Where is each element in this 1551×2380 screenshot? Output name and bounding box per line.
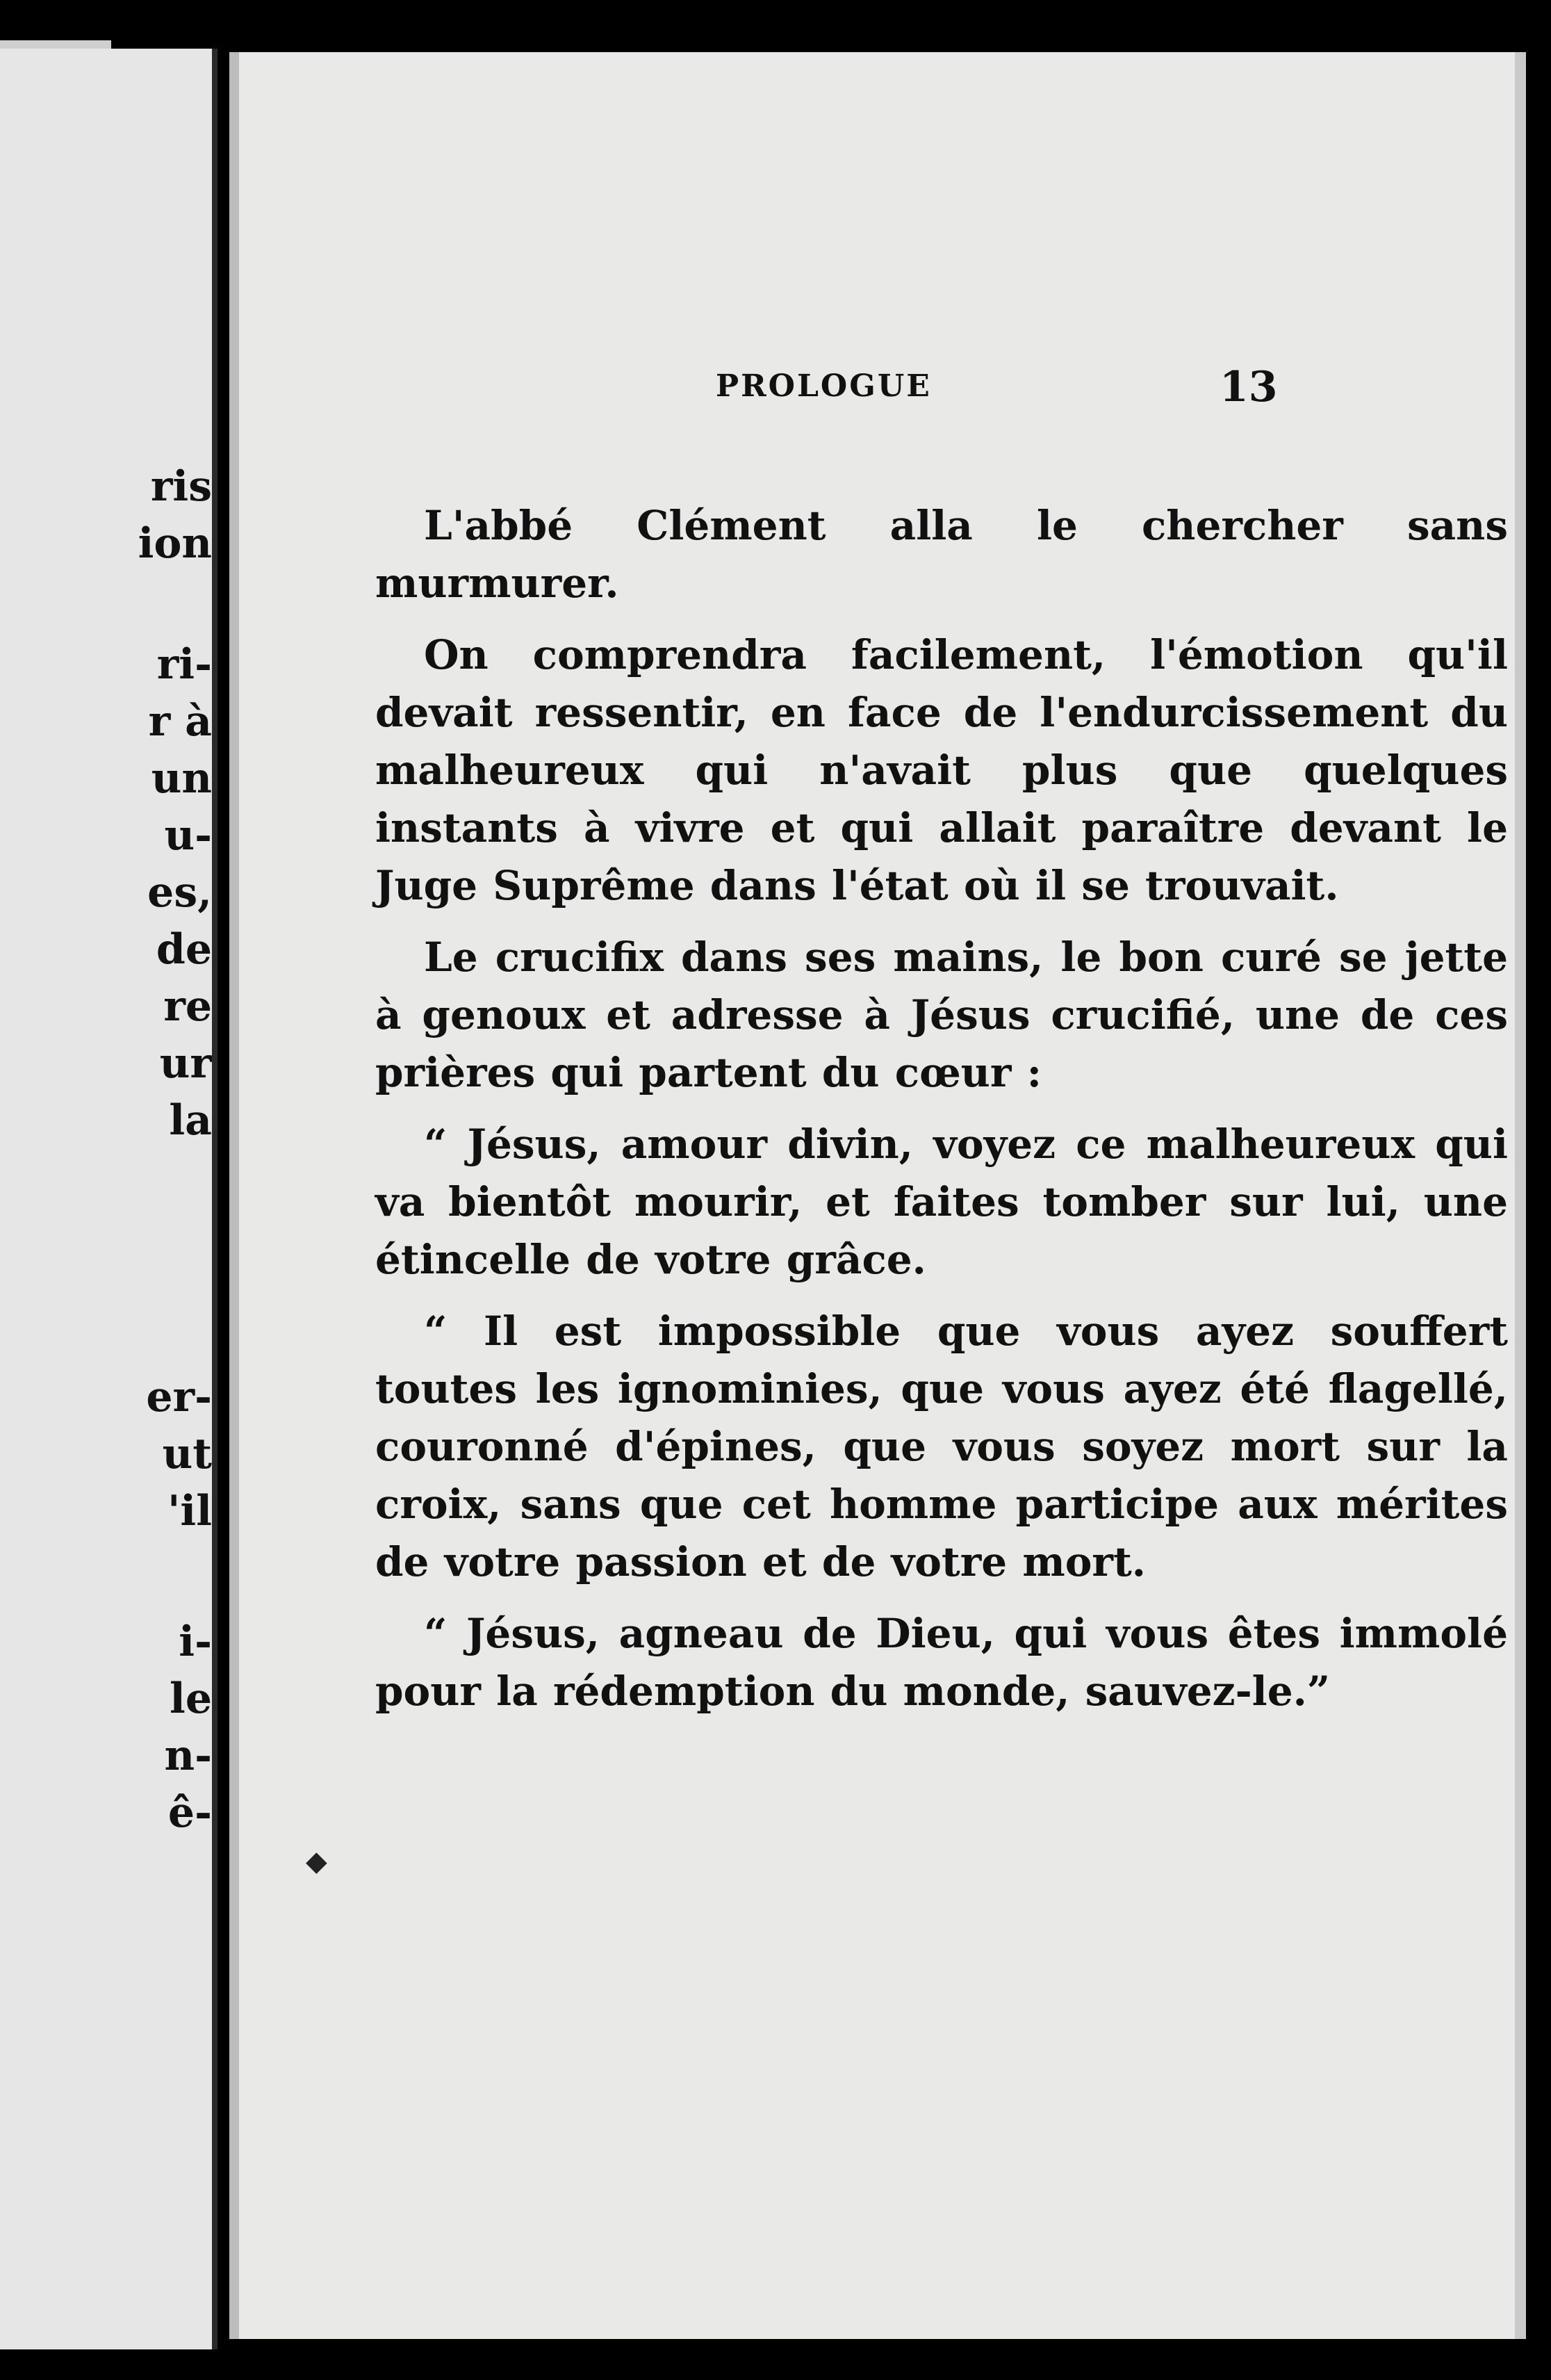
ink-speck: ◆ (306, 1845, 327, 1877)
paragraph: “ Il est impossible que vous ayez souffert toutes les ignominies, que vous ayez été flagellé, couronné d'épines, que vous soyez mort sur la croix, sans que cet homme participe aux mérites de votre passion et de votre mort. (375, 1307, 1508, 1586)
left-page-sliver (0, 49, 218, 2349)
left-page-fragment: i- (179, 1617, 212, 1666)
left-page-fragment: ut (162, 1430, 212, 1478)
left-page-fragment: un (151, 754, 212, 803)
left-page-fragment: ris (150, 462, 212, 511)
body-text (375, 497, 1508, 1720)
paragraph: On comprendra facilement, l'émotion qu'il devait ressentir, en face de l'endurcissement du malheureux qui n'avait plus que quelques instants à vivre et qui allait paraître devant le Juge Suprême dans l'état où il se trouvait. (375, 631, 1508, 909)
paragraph: L'abbé Clément alla le chercher sans murmurer. (375, 502, 1508, 607)
left-page-fragment: le (170, 1674, 212, 1723)
left-page-fragment: ion (138, 519, 212, 568)
page-header (229, 363, 1526, 424)
running-head: PROLOGUE (716, 368, 932, 404)
paragraph: “ Jésus, agneau de Dieu, qui vous êtes immolé pour la rédemption du monde, sauvez-le.” (375, 1610, 1508, 1715)
left-page-fragment: r à (148, 697, 212, 746)
paragraph: Le crucifix dans ses mains, le bon curé se jette à genoux et adresse à Jésus crucifié, une de ces prières qui partent du cœur : (375, 934, 1508, 1096)
left-page-fragment: er- (146, 1373, 212, 1421)
left-page-fragment: ê- (167, 1788, 212, 1837)
left-page-fragment: de (156, 925, 212, 974)
left-page-fragment: u- (164, 811, 212, 860)
left-page-fragment: re (163, 982, 212, 1031)
paragraph: “ Jésus, amour divin, voyez ce malheureux qui va bientôt mourir, et faites tomber sur lui, une étincelle de votre grâce. (375, 1120, 1508, 1283)
left-page-fragment: 'il (167, 1487, 212, 1535)
left-page-fragment: ri- (156, 640, 212, 689)
book-page (229, 52, 1526, 2339)
left-page-fragment: la (169, 1096, 212, 1145)
left-page-fragment: n- (164, 1731, 212, 1780)
page-number: 13 (1220, 363, 1278, 411)
left-page-fragment: es, (147, 868, 212, 917)
left-page-fragment: ur (159, 1039, 212, 1088)
